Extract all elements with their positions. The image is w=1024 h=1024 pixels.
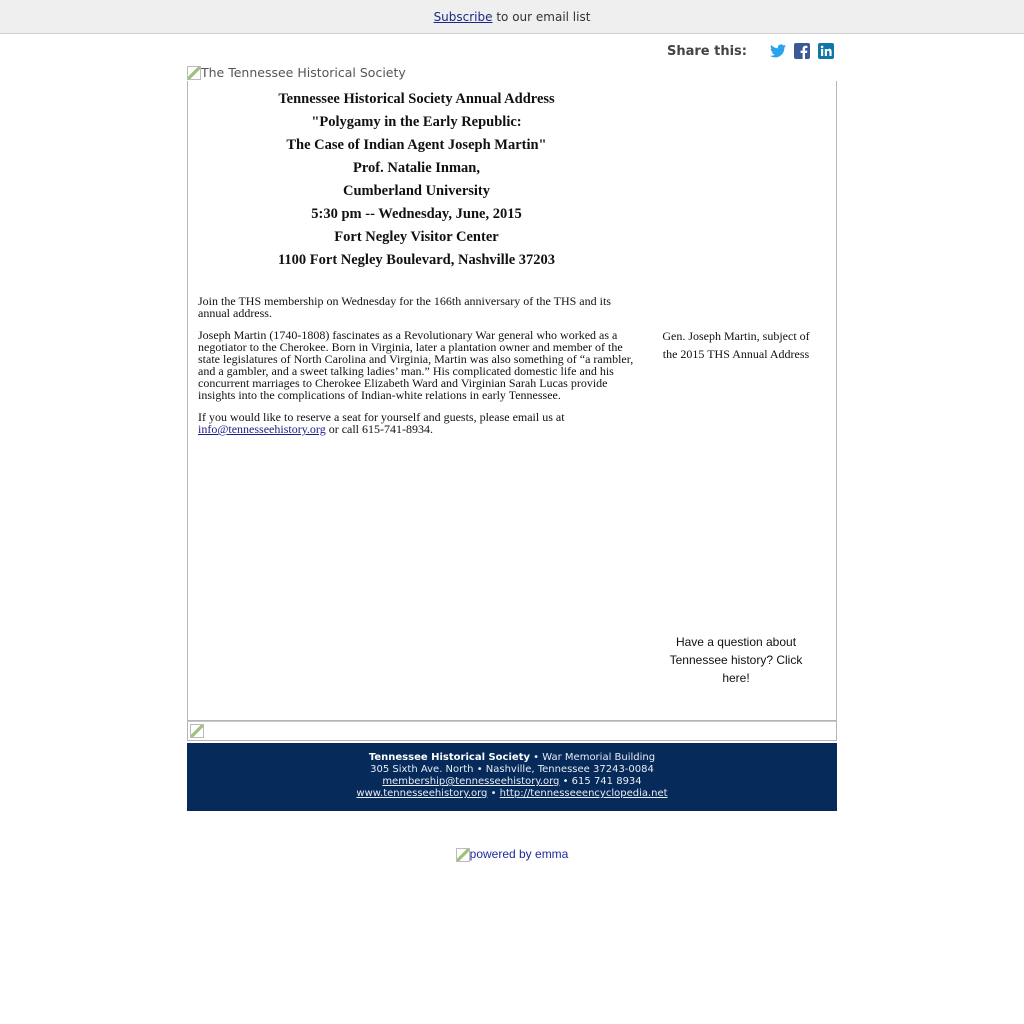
ths-logo[interactable] bbox=[187, 65, 406, 80]
footer-org-name: Tennessee Historical Society bbox=[368, 752, 530, 763]
reservation-text: If you would like to reserve a seat for yourself and guests, please email us at bbox=[198, 410, 565, 424]
intro-paragraph: Join the THS membership on Wednesday for the 166th anniversary of the THS and its annual address. bbox=[198, 294, 611, 320]
footer-separator: • bbox=[487, 788, 500, 799]
footer-line-3 bbox=[187, 776, 837, 788]
event-address: 1100 Fort Negley Boulevard, Nashville 37203 bbox=[277, 252, 556, 268]
portrait-caption: Gen. Joseph Martin, subject of the 2015 THS Annual Address bbox=[662, 329, 810, 361]
linkedin-icon[interactable] bbox=[818, 43, 834, 59]
subscribe-text: to our email list bbox=[492, 10, 591, 24]
reservation-paragraph bbox=[198, 411, 638, 435]
reservation-phone-text: or call 615-741-8934. bbox=[325, 422, 434, 436]
broken-image-icon bbox=[187, 66, 201, 80]
footer-address: 305 Sixth Ave. North • Nashville, Tennessee 37243-0084 bbox=[370, 764, 654, 775]
broken-image-icon bbox=[456, 848, 470, 862]
powered-by-emma-link[interactable] bbox=[456, 847, 569, 861]
event-venue: Fort Negley Visitor Center bbox=[334, 229, 499, 245]
event-affiliation: Cumberland University bbox=[342, 183, 491, 199]
footer-line-1 bbox=[187, 752, 837, 764]
footer-line-4 bbox=[187, 788, 837, 800]
event-subtitle-line: The Case of Indian Agent Joseph Martin" bbox=[286, 137, 547, 153]
footer-building: • War Memorial Building bbox=[530, 752, 656, 763]
event-datetime: 5:30 pm -- Wednesday, June, 2015 bbox=[311, 206, 522, 222]
subscribe-bar bbox=[0, 0, 1024, 34]
footer-phone: • 615 741 8934 bbox=[559, 776, 642, 787]
twitter-icon[interactable] bbox=[770, 43, 786, 59]
body-text bbox=[198, 295, 638, 445]
footer-banner-image bbox=[187, 721, 837, 741]
share-bar bbox=[667, 43, 834, 59]
event-title-block bbox=[188, 88, 645, 272]
info-email-link[interactable]: info@tennesseehistory.org bbox=[198, 422, 326, 436]
content-card bbox=[187, 81, 837, 721]
footer bbox=[187, 743, 837, 811]
powered-by-emma bbox=[0, 847, 1024, 862]
broken-image-icon bbox=[190, 724, 204, 738]
powered-alt-text: powered by emma bbox=[469, 847, 569, 861]
membership-email-link[interactable]: membership@tennesseehistory.org bbox=[382, 776, 560, 787]
subscribe-link[interactable]: Subscribe bbox=[433, 10, 493, 24]
event-title: Tennessee Historical Society Annual Address bbox=[278, 91, 555, 107]
history-question-link[interactable]: Have a question about Tennessee history? Click here! bbox=[669, 635, 803, 685]
event-subtitle-line: "Polygamy in the Early Republic: bbox=[311, 114, 522, 130]
facebook-icon[interactable] bbox=[794, 43, 810, 59]
logo-alt-text: The Tennessee Historical Society bbox=[201, 65, 406, 80]
encyclopedia-link[interactable]: http://tennesseeencyclopedia.net bbox=[499, 788, 668, 799]
bio-paragraph: Joseph Martin (1740-1808) fascinates as a Revolutionary War general who worked as a negotiator to the Cherokee. Born in Virginia, later a plantation owner and member of the state legislatures of North Carolina and Virginia, Martin was also something of “a rambler, and a gambler, and a sweet talking ladies’ man.” His complicated domestic life and his concurrent marriages to Cherokee Elizabeth Ward and Virginian Sarah Lucas provide insights into the complications of Indian-white relations in early Tennessee. bbox=[198, 328, 634, 402]
share-label: Share this: bbox=[666, 43, 747, 59]
website-link[interactable]: www.tennesseehistory.org bbox=[356, 788, 488, 799]
event-speaker: Prof. Natalie Inman, bbox=[352, 160, 480, 176]
